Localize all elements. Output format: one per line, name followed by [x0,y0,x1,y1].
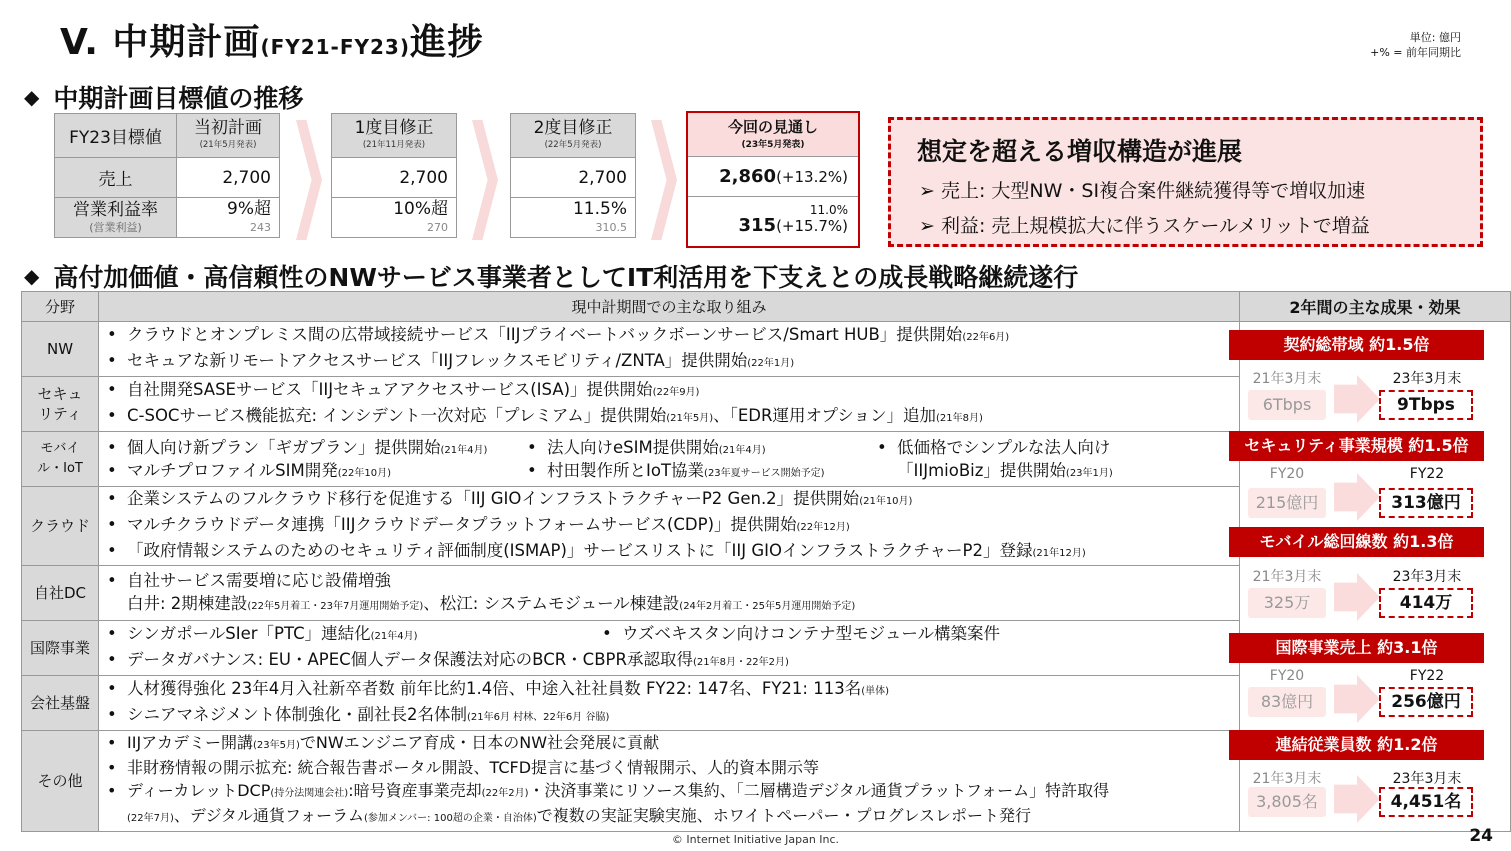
result-from: 6Tbps [1248,390,1326,420]
targets-corner: FY23目標値 [55,114,177,158]
category-nw: NW [22,322,99,377]
targets-table [54,113,280,238]
page-number: 24 [1469,826,1493,846]
plan-sales: 2,700 [177,158,280,198]
result-to-label: 23年3月末 [1392,569,1462,585]
result-from: 325万 [1248,588,1326,618]
category-cloud: クラウド [22,487,99,566]
header-results: 2年間の主な成果・効果 [1240,292,1511,322]
result-from-label: 21年3月末 [1252,569,1322,585]
section-heading-strategy: ◆ 高付加価値・高信頼性のNWサービス事業者としてIT利活用を下支えとの成長戦略継続遂行 [24,263,1079,292]
initiatives-cloud: • 企業システムのフルクラウド移行を促進する「IIJ GIOインフラストラクチャーP2 Gen.2」提供開始(21年10月) • マルチクラウドデータ連携「IIJクラウドデータプラットフォームサービス(CDP)」提供開始(22年12月) • 「政府情報システムのためのセキュリティ評価制度(ISMAP)」サービスリストに「IIJ GIOインフラストラクチャーP2」登録(21年12月) [99,487,1240,566]
result-title: 契約総帯域 約1.5倍 [1229,330,1484,360]
arrow-chevron [651,120,677,240]
header-initiatives: 現中計期間での主な取り組み [99,292,1240,322]
row-label-margin: 営業利益率 (営業利益) [55,198,177,238]
plan-table-1: 1度目修正 (21年11月発表) 2,700 10%超 270 [331,113,457,238]
category-security: セキュリティ [22,377,99,432]
initiatives-corporate: • 人材獲得強化 23年4月入社新卒者数 前年比約1.4倍、中途入社社員数 FY22: 147名、FY21: 113名(単体) • シニアマネジメント体制強化・副社長2名体制(21年6月 村林、22年6月 谷脇) [99,676,1240,731]
initiatives-other: • IIJアカデミー開講(23年5月)でNWエンジニア育成・日本のNW社会発展に貢献 • 非財務情報の開示拡充: 統合報告書ポータル開設、TCFD提言に基づく情報開示、人的資本開示等 • ディーカレットDCP(持分法関連会社):暗号資産事業売却(22年2月)・決済事業にリソース集約、「二層構造デジタル通貨プラットフォーム」特許取得 (22年7月)、デジタル通貨フォーラム(参加メンバー: 100超の企業・自治体)で複数の実証実験実施、ホワイトペーパー・プログレスレポート発行 [99,731,1240,832]
result-from-label: 21年3月末 [1252,371,1322,387]
result-to-label: 23年3月末 [1392,771,1462,787]
result-to: 414万 [1379,588,1473,618]
result-from-label: FY20 [1269,668,1305,684]
arrow-chevron [472,120,498,240]
initiatives-security: • 自社開発SASEサービス「IIJセキュアアクセスサービス(ISA)」提供開始(22年9月) • C-SOCサービス機能拡充: インシデント一次対応「プレミアム」提供開始(21年5月)、「EDR運用オプション」追加(21年8月) [99,377,1240,432]
page-title: V. 中期計画(FY21-FY23)進捗 [60,22,484,63]
result-from-label: 21年3月末 [1252,771,1322,787]
result-to: 4,451名 [1379,787,1473,817]
arrow-chevron [296,120,322,240]
row-label-sales: 売上 [55,158,177,198]
result-from: 83億円 [1248,687,1326,717]
initiatives-mobile: • 個人向け新プラン「ギガプラン」提供開始(21年4月) • 法人向けeSIM提供開始(21年4月) • 低価格でシンプルな法人向け • マルチプロファイルSIM開発(22年10月) • 村田製作所とIoT協業(23年夏サービス開始予定) 「IIJmioBiz」提供開始(23年1月) [99,432,1240,487]
result-title: 国際事業売上 約3.1倍 [1229,633,1484,663]
callout-box: 想定を超える増収構造が進展 ➢ 売上: 大型NW・SI複合案件継続獲得等で増収加速 ➢ 利益: 売上規模拡大に伴うスケールメリットで増益 [888,117,1483,247]
result-title: 連結従業員数 約1.2倍 [1229,730,1484,760]
initiatives-dc: • 自社サービス需要増に応じ設備増強 白井: 2期棟建設(22年5月着工・23年7月運用開始予定)、松江: システムモジュール棟建設(24年2月着工・25年5月運用開始予定) [99,566,1240,621]
result-from: 215億円 [1248,488,1326,518]
plan-header: 当初計画 (21年5月発表) [177,114,280,158]
forecast-box: 今回の見通し (23年5月発表) 2,860(+13.2%) 11.0% 315(+15.7%) [686,111,860,248]
result-to-label: FY22 [1409,668,1445,684]
section-heading-targets: ◆ 中期計画目標値の推移 [24,84,304,113]
result-from: 3,805名 [1248,787,1326,817]
category-dc: 自社DC [22,566,99,621]
plan-table-2: 2度目修正 (22年5月発表) 2,700 11.5% 310.5 [510,113,636,238]
header-field: 分野 [22,292,99,322]
copyright: © Internet Initiative Japan Inc. [671,833,840,846]
result-to-label: FY22 [1409,466,1445,482]
result-to-label: 23年3月末 [1392,371,1462,387]
category-international: 国際事業 [22,621,99,676]
initiatives-nw: • クラウドとオンプレミス間の広帯域接続サービス「IIJプライベートバックボーンサービス/Smart HUB」提供開始(22年6月) • セキュアな新リモートアクセスサービス「IIJフレックスモビリティ/ZNTA」提供開始(22年1月) [99,322,1240,377]
unit-note: 単位: 億円 +% = 前年同期比 [1370,31,1461,59]
plan-margin: 9%超 243 [177,198,280,238]
initiatives-international: • シンガポールSIer「PTC」連結化(21年4月) • ウズベキスタン向けコンテナ型モジュール構築案件 • データガバナンス: EU・APEC個人データ保護法対応のBCR・CBPR承認取得(21年8月・22年2月) [99,621,1240,676]
result-to: 9Tbps [1379,390,1473,420]
result-to: 256億円 [1379,687,1473,717]
result-title: セキュリティ事業規模 約1.5倍 [1229,431,1484,461]
category-mobile: モバイル・IoT [22,432,99,487]
category-corporate: 会社基盤 [22,676,99,731]
result-from-label: FY20 [1269,466,1305,482]
category-other: その他 [22,731,99,832]
result-to: 313億円 [1379,488,1473,518]
result-title: モバイル総回線数 約1.3倍 [1229,527,1484,557]
